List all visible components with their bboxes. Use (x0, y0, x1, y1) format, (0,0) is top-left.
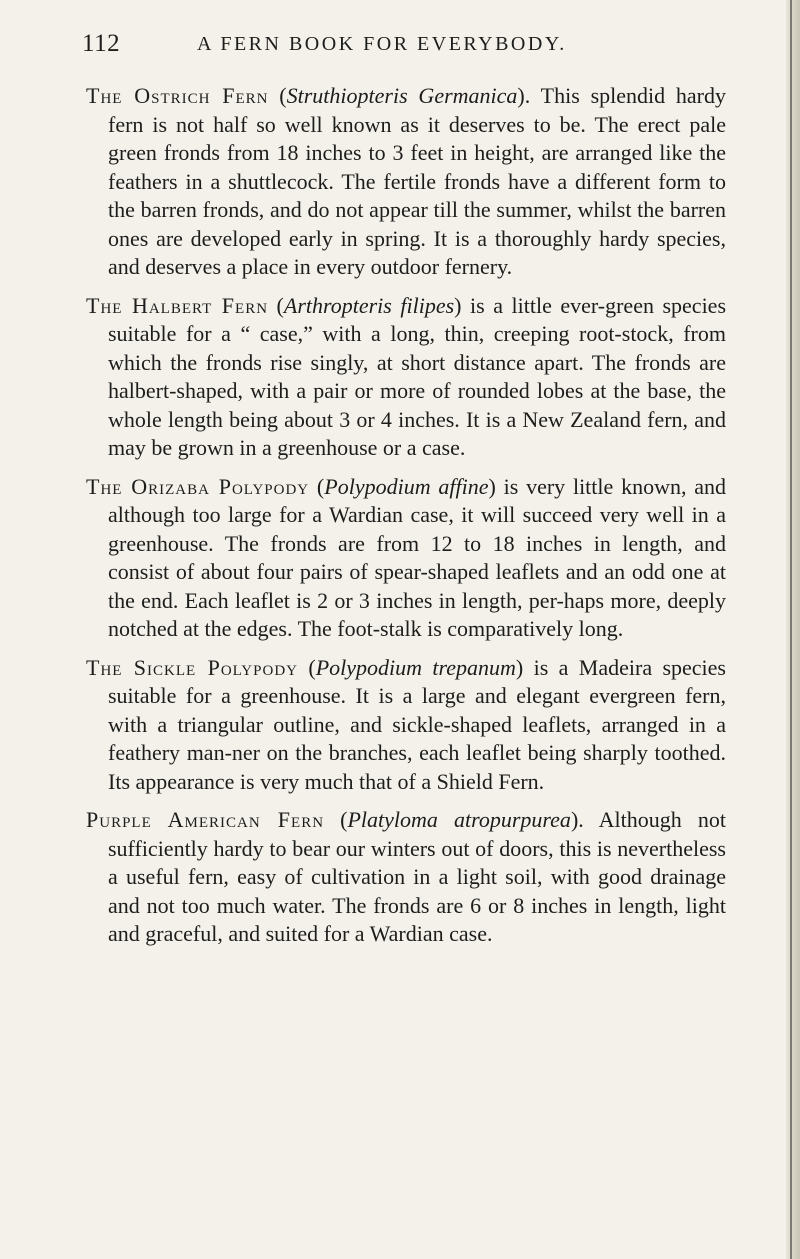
fern-name: Purple American Fern (86, 807, 325, 832)
page-edge (786, 0, 800, 1259)
entry-halbert-fern: The Halbert Fern (Arthropteris filipes) is a little ever-green species suitable for a “ case,” with a long, thin, creeping root-stock, from which the fronds rise singly, at short distance apart. The fronds are halbert-shaped, with a pair or more of rounded lobes at the base, the whole length being about 3 or 4 inches. It is a New Zealand fern, and may be grown in a greenhouse or a case. (86, 292, 727, 460)
entry-text: This splendid hardy fern is not half so well known as it deserves to be. The erect pale green fronds from 18 inches to 3 feet in height, are arranged like the feathers in a shuttlecock. The fertile fronds have a different form to the barren fronds, and do not appear till the summer, whilst the barren ones are developed early in spring. It is a thoroughly hardy species, and deserves a place in every outdoor fernery. (108, 83, 726, 279)
book-title: A FERN BOOK FOR EVERYBODY. (197, 33, 567, 55)
latin-name: Platyloma atropurpurea (347, 807, 571, 832)
page-body (86, 82, 726, 959)
latin-name: Struthiopteris Germanica (286, 83, 518, 108)
page-edge-line (790, 0, 792, 1259)
entry-sickle-polypody: The Sickle Polypody (Polypodium trepanum) is a Madeira species suitable for a greenhouse. It is a large and elegant evergreen fern, with a triangular outline, and sickle-shaped leaflets, arranged in a feathery man-ner on the branches, each leaflet being sharply toothed. Its appearance is very much that of a Shield Fern. (86, 654, 726, 794)
entry-text: Although not sufficiently hardy to bear our winters out of doors, this is nevertheless a useful fern, easy of cultivation in a light soil, with good drainage and not too much water. The fronds are 6 or 8 inches in length, light and graceful, and suited for a Wardian case. (108, 807, 726, 946)
latin-name: Arthropteris filipes (283, 292, 455, 318)
entry-text: is a little ever-green species suitable for a “ case,” with a long, thin, creeping root-stock, from which the fronds rise singly, at short distance apart. The fronds are halbert-shaped, with a pair or more of rounded lobes at the base, the whole length being about 3 or 4 inches. It is a New Zealand fern, and may be grown in a greenhouse or a case. (108, 292, 727, 460)
running-head (82, 30, 732, 60)
latin-name: Polypodium trepanum (315, 654, 516, 680)
fern-name: The Ostrich Fern (86, 83, 269, 108)
entry-orizaba-polypody: The Orizaba Polypody (Polypodium affine) is very little known, and although too large for a Wardian case, it will succeed very well in a greenhouse. The fronds are from 12 to 18 inches in length, and consist of about four pairs of spear-shaped leaflets and an odd one at the end. Each leaflet is 2 or 3 inches in length, per-haps more, deeply notched at the edges. The foot-stalk is comparatively long. (86, 473, 727, 641)
fern-name: The Sickle Polypody (86, 654, 298, 680)
entry-ostrich-fern: The Ostrich Fern (Struthiopteris Germanica). This splendid hardy fern is not half so well known as it deserves to be. The erect pale green fronds from 18 inches to 3 feet in height, are arranged like the feathers in a shuttlecock. The fertile fronds have a different form to the barren fronds, and do not appear till the summer, whilst the barren ones are developed early in spring. It is a thoroughly hardy species, and deserves a place in every outdoor fernery. (86, 83, 726, 279)
entry-text: is a Madeira species suitable for a greenhouse. It is a large and elegant evergreen fern, with a triangular outline, and sickle-shaped leaflets, arranged in a feathery man-ner on the branches, each leaflet being sharply toothed. Its appearance is very much that of a Shield Fern. (108, 654, 726, 794)
fern-name: The Orizaba Polypody (86, 473, 310, 499)
fern-name: The Halbert Fern (86, 292, 269, 318)
page-number: 112 (82, 30, 121, 57)
entry-text: is very little known, and although too large for a Wardian case, it will succeed very well in a greenhouse. The fronds are from 12 to 18 inches in length, and consist of about four pairs of spear-shaped leaflets and an odd one at the end. Each leaflet is 2 or 3 inches in length, per-haps more, deeply notched at the edges. The foot-stalk is comparatively long. (108, 473, 727, 641)
entry-purple-american-fern: Purple American Fern (Platyloma atropurpurea). Although not sufficiently hardy to bear our winters out of doors, this is nevertheless a useful fern, easy of cultivation in a light soil, with good drainage and not too much water. The fronds are 6 or 8 inches in length, light and graceful, and suited for a Wardian case. (86, 807, 726, 946)
latin-name: Polypodium affine (324, 473, 489, 499)
